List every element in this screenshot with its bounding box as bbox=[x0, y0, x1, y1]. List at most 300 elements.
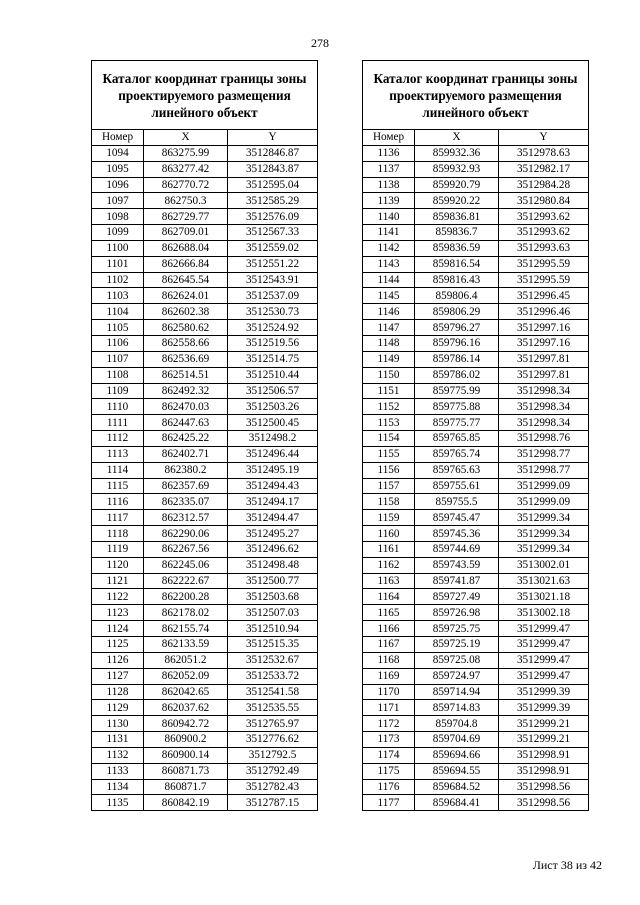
cell-y: 3512524.92 bbox=[228, 320, 318, 336]
table-row bbox=[92, 621, 318, 637]
cell-x: 859726.98 bbox=[415, 605, 499, 621]
table-row bbox=[363, 272, 589, 288]
cell-x: 862514.51 bbox=[144, 367, 228, 383]
cell-x: 862470.03 bbox=[144, 399, 228, 415]
cell-number: 1138 bbox=[363, 177, 415, 193]
cell-y: 3513021.63 bbox=[499, 573, 589, 589]
table-row bbox=[363, 494, 589, 510]
cell-x: 859743.59 bbox=[415, 557, 499, 573]
cell-x: 859796.16 bbox=[415, 335, 499, 351]
table-row bbox=[92, 573, 318, 589]
cell-x: 859727.49 bbox=[415, 589, 499, 605]
cell-number: 1116 bbox=[92, 494, 144, 510]
cell-y: 3512999.47 bbox=[499, 637, 589, 653]
cell-y: 3512503.68 bbox=[228, 589, 318, 605]
table-row bbox=[363, 462, 589, 478]
cell-y: 3512792.49 bbox=[228, 763, 318, 779]
cell-x: 862602.38 bbox=[144, 304, 228, 320]
table-row bbox=[363, 431, 589, 447]
table-row bbox=[92, 779, 318, 795]
cell-number: 1120 bbox=[92, 557, 144, 573]
table-row bbox=[363, 652, 589, 668]
cell-number: 1125 bbox=[92, 637, 144, 653]
cell-number: 1146 bbox=[363, 304, 415, 320]
cell-x: 862425.22 bbox=[144, 431, 228, 447]
cell-number: 1168 bbox=[363, 652, 415, 668]
cell-y: 3512998.34 bbox=[499, 399, 589, 415]
cell-y: 3512978.63 bbox=[499, 145, 589, 161]
table-row bbox=[363, 557, 589, 573]
cell-x: 860871.7 bbox=[144, 779, 228, 795]
page-number: 278 bbox=[311, 36, 329, 50]
cell-number: 1094 bbox=[92, 145, 144, 161]
cell-number: 1106 bbox=[92, 335, 144, 351]
cell-y: 3512495.19 bbox=[228, 462, 318, 478]
cell-y: 3512999.34 bbox=[499, 541, 589, 557]
table-row bbox=[92, 605, 318, 621]
cell-number: 1154 bbox=[363, 431, 415, 447]
table-row bbox=[363, 399, 589, 415]
cell-y: 3512787.15 bbox=[228, 795, 318, 811]
cell-y: 3512996.45 bbox=[499, 288, 589, 304]
table-row bbox=[92, 193, 318, 209]
cell-y: 3512532.67 bbox=[228, 652, 318, 668]
cell-y: 3513002.18 bbox=[499, 605, 589, 621]
column-header-x: X bbox=[415, 130, 499, 146]
table-row bbox=[363, 779, 589, 795]
cell-y: 3512595.04 bbox=[228, 177, 318, 193]
cell-y: 3512495.27 bbox=[228, 526, 318, 542]
cell-x: 859704.8 bbox=[415, 716, 499, 732]
column-header-y: Y bbox=[228, 130, 318, 146]
table-row bbox=[92, 431, 318, 447]
cell-x: 859755.61 bbox=[415, 478, 499, 494]
cell-number: 1175 bbox=[363, 763, 415, 779]
cell-x: 859755.5 bbox=[415, 494, 499, 510]
table-row bbox=[363, 763, 589, 779]
cell-number: 1135 bbox=[92, 795, 144, 811]
cell-number: 1110 bbox=[92, 399, 144, 415]
table-row bbox=[363, 383, 589, 399]
cell-number: 1129 bbox=[92, 700, 144, 716]
table-row bbox=[363, 478, 589, 494]
cell-x: 859745.36 bbox=[415, 526, 499, 542]
table-row bbox=[363, 367, 589, 383]
column-header-x: X bbox=[144, 130, 228, 146]
cell-x: 859765.63 bbox=[415, 462, 499, 478]
cell-x: 862536.69 bbox=[144, 351, 228, 367]
cell-y: 3512543.91 bbox=[228, 272, 318, 288]
catalog-title: Каталог координат границы зоны проектируемого размещения линейного объект bbox=[363, 61, 589, 130]
table-row bbox=[92, 177, 318, 193]
cell-x: 859724.97 bbox=[415, 668, 499, 684]
cell-y: 3512494.17 bbox=[228, 494, 318, 510]
cell-x: 862155.74 bbox=[144, 621, 228, 637]
table-row bbox=[363, 637, 589, 653]
cell-x: 862335.07 bbox=[144, 494, 228, 510]
table-row bbox=[92, 304, 318, 320]
cell-x: 862052.09 bbox=[144, 668, 228, 684]
table-row bbox=[363, 446, 589, 462]
cell-y: 3512843.87 bbox=[228, 161, 318, 177]
cell-number: 1132 bbox=[92, 747, 144, 763]
cell-x: 862580.62 bbox=[144, 320, 228, 336]
cell-number: 1096 bbox=[92, 177, 144, 193]
table-row bbox=[363, 621, 589, 637]
cell-x: 862357.69 bbox=[144, 478, 228, 494]
column-header-y: Y bbox=[499, 130, 589, 146]
cell-y: 3512998.77 bbox=[499, 446, 589, 462]
cell-y: 3512510.44 bbox=[228, 367, 318, 383]
cell-x: 862042.65 bbox=[144, 684, 228, 700]
cell-y: 3512995.59 bbox=[499, 256, 589, 272]
table-row bbox=[363, 573, 589, 589]
cell-y: 3512494.43 bbox=[228, 478, 318, 494]
cell-x: 860942.72 bbox=[144, 716, 228, 732]
cell-number: 1122 bbox=[92, 589, 144, 605]
table-row bbox=[92, 494, 318, 510]
cell-number: 1150 bbox=[363, 367, 415, 383]
cell-y: 3512514.75 bbox=[228, 351, 318, 367]
cell-y: 3512998.77 bbox=[499, 462, 589, 478]
cell-y: 3512993.62 bbox=[499, 225, 589, 241]
cell-y: 3512782.43 bbox=[228, 779, 318, 795]
cell-y: 3512765.97 bbox=[228, 716, 318, 732]
cell-number: 1102 bbox=[92, 272, 144, 288]
cell-y: 3512998.56 bbox=[499, 795, 589, 811]
table-row bbox=[92, 145, 318, 161]
cell-y: 3512999.21 bbox=[499, 716, 589, 732]
table-row bbox=[92, 700, 318, 716]
cell-y: 3512567.33 bbox=[228, 225, 318, 241]
cell-number: 1161 bbox=[363, 541, 415, 557]
cell-x: 859836.59 bbox=[415, 240, 499, 256]
cell-number: 1133 bbox=[92, 763, 144, 779]
table-row bbox=[363, 209, 589, 225]
cell-x: 859920.22 bbox=[415, 193, 499, 209]
cell-x: 860871.73 bbox=[144, 763, 228, 779]
cell-x: 860900.2 bbox=[144, 732, 228, 748]
cell-number: 1139 bbox=[363, 193, 415, 209]
cell-number: 1100 bbox=[92, 240, 144, 256]
cell-y: 3512496.62 bbox=[228, 541, 318, 557]
cell-x: 859765.85 bbox=[415, 431, 499, 447]
header-row bbox=[92, 130, 318, 146]
cell-y: 3512999.34 bbox=[499, 510, 589, 526]
cell-y: 3512998.56 bbox=[499, 779, 589, 795]
cell-x: 862729.77 bbox=[144, 209, 228, 225]
cell-number: 1114 bbox=[92, 462, 144, 478]
cell-number: 1172 bbox=[363, 716, 415, 732]
cell-y: 3512559.02 bbox=[228, 240, 318, 256]
table-row bbox=[363, 256, 589, 272]
cell-y: 3512999.47 bbox=[499, 621, 589, 637]
cell-x: 859725.08 bbox=[415, 652, 499, 668]
cell-x: 859786.02 bbox=[415, 367, 499, 383]
cell-number: 1162 bbox=[363, 557, 415, 573]
cell-x: 862267.56 bbox=[144, 541, 228, 557]
table-row bbox=[92, 446, 318, 462]
cell-number: 1099 bbox=[92, 225, 144, 241]
cell-number: 1131 bbox=[92, 732, 144, 748]
cell-x: 862133.59 bbox=[144, 637, 228, 653]
table-row bbox=[92, 272, 318, 288]
cell-x: 859796.27 bbox=[415, 320, 499, 336]
cell-number: 1151 bbox=[363, 383, 415, 399]
cell-x: 859806.29 bbox=[415, 304, 499, 320]
cell-x: 859932.36 bbox=[415, 145, 499, 161]
cell-y: 3512999.39 bbox=[499, 700, 589, 716]
table-row bbox=[363, 225, 589, 241]
cell-x: 863277.42 bbox=[144, 161, 228, 177]
table-row bbox=[92, 747, 318, 763]
cell-y: 3512999.47 bbox=[499, 652, 589, 668]
table-row bbox=[92, 795, 318, 811]
cell-number: 1173 bbox=[363, 732, 415, 748]
cell-y: 3512997.16 bbox=[499, 320, 589, 336]
cell-x: 859775.88 bbox=[415, 399, 499, 415]
cell-y: 3512537.09 bbox=[228, 288, 318, 304]
cell-number: 1123 bbox=[92, 605, 144, 621]
cell-x: 862312.57 bbox=[144, 510, 228, 526]
table-row bbox=[92, 335, 318, 351]
cell-y: 3512500.77 bbox=[228, 573, 318, 589]
cell-x: 859932.93 bbox=[415, 161, 499, 177]
header-row bbox=[363, 130, 589, 146]
table-row bbox=[363, 589, 589, 605]
cell-x: 862290.06 bbox=[144, 526, 228, 542]
table-row bbox=[92, 478, 318, 494]
cell-x: 859684.52 bbox=[415, 779, 499, 795]
cell-y: 3512993.63 bbox=[499, 240, 589, 256]
cell-number: 1176 bbox=[363, 779, 415, 795]
cell-number: 1095 bbox=[92, 161, 144, 177]
table-row bbox=[92, 462, 318, 478]
table-row bbox=[363, 510, 589, 526]
table-row bbox=[363, 240, 589, 256]
cell-x: 862645.54 bbox=[144, 272, 228, 288]
cell-number: 1170 bbox=[363, 684, 415, 700]
cell-y: 3512519.56 bbox=[228, 335, 318, 351]
cell-number: 1115 bbox=[92, 478, 144, 494]
cell-number: 1118 bbox=[92, 526, 144, 542]
table-row bbox=[363, 320, 589, 336]
cell-x: 862624.01 bbox=[144, 288, 228, 304]
cell-x: 862037.62 bbox=[144, 700, 228, 716]
cell-x: 859745.47 bbox=[415, 510, 499, 526]
cell-y: 3512996.46 bbox=[499, 304, 589, 320]
cell-y: 3512776.62 bbox=[228, 732, 318, 748]
cell-x: 862447.63 bbox=[144, 415, 228, 431]
cell-y: 3512980.84 bbox=[499, 193, 589, 209]
table-row bbox=[363, 541, 589, 557]
cell-number: 1128 bbox=[92, 684, 144, 700]
cell-number: 1156 bbox=[363, 462, 415, 478]
cell-y: 3512585.29 bbox=[228, 193, 318, 209]
cell-y: 3512995.59 bbox=[499, 272, 589, 288]
cell-number: 1159 bbox=[363, 510, 415, 526]
cell-y: 3512498.48 bbox=[228, 557, 318, 573]
table-row bbox=[363, 351, 589, 367]
cell-number: 1112 bbox=[92, 431, 144, 447]
table-row bbox=[92, 415, 318, 431]
cell-number: 1157 bbox=[363, 478, 415, 494]
cell-number: 1163 bbox=[363, 573, 415, 589]
cell-y: 3512993.62 bbox=[499, 209, 589, 225]
cell-x: 862558.66 bbox=[144, 335, 228, 351]
table-row bbox=[363, 415, 589, 431]
cell-number: 1136 bbox=[363, 145, 415, 161]
catalog-title: Каталог координат границы зоны проектируемого размещения линейного объект bbox=[92, 61, 318, 130]
cell-y: 3512999.21 bbox=[499, 732, 589, 748]
table-row bbox=[363, 161, 589, 177]
table-row bbox=[92, 716, 318, 732]
cell-y: 3512999.47 bbox=[499, 668, 589, 684]
cell-x: 863275.99 bbox=[144, 145, 228, 161]
table-row bbox=[92, 652, 318, 668]
cell-x: 862492.32 bbox=[144, 383, 228, 399]
cell-x: 859694.55 bbox=[415, 763, 499, 779]
cell-number: 1121 bbox=[92, 573, 144, 589]
cell-y: 3512997.81 bbox=[499, 367, 589, 383]
table-row bbox=[92, 367, 318, 383]
cell-number: 1169 bbox=[363, 668, 415, 684]
cell-number: 1140 bbox=[363, 209, 415, 225]
coordinate-catalog-left bbox=[91, 60, 318, 811]
table-row bbox=[92, 383, 318, 399]
cell-number: 1148 bbox=[363, 335, 415, 351]
cell-x: 859714.94 bbox=[415, 684, 499, 700]
cell-x: 862666.84 bbox=[144, 256, 228, 272]
sheet-number: Лист 38 из 42 bbox=[532, 858, 602, 872]
cell-y: 3512984.28 bbox=[499, 177, 589, 193]
cell-y: 3512999.09 bbox=[499, 478, 589, 494]
table-row bbox=[363, 668, 589, 684]
cell-number: 1101 bbox=[92, 256, 144, 272]
cell-number: 1164 bbox=[363, 589, 415, 605]
cell-y: 3512999.39 bbox=[499, 684, 589, 700]
cell-x: 859775.99 bbox=[415, 383, 499, 399]
cell-y: 3512535.55 bbox=[228, 700, 318, 716]
cell-number: 1113 bbox=[92, 446, 144, 462]
table-row bbox=[92, 541, 318, 557]
cell-x: 859836.81 bbox=[415, 209, 499, 225]
cell-number: 1109 bbox=[92, 383, 144, 399]
cell-y: 3513002.01 bbox=[499, 557, 589, 573]
cell-x: 862245.06 bbox=[144, 557, 228, 573]
cell-x: 859806.4 bbox=[415, 288, 499, 304]
cell-y: 3512998.91 bbox=[499, 763, 589, 779]
cell-number: 1153 bbox=[363, 415, 415, 431]
cell-number: 1097 bbox=[92, 193, 144, 209]
cell-y: 3512510.94 bbox=[228, 621, 318, 637]
cell-x: 862402.71 bbox=[144, 446, 228, 462]
table-row bbox=[92, 684, 318, 700]
cell-number: 1171 bbox=[363, 700, 415, 716]
cell-number: 1108 bbox=[92, 367, 144, 383]
table-body-left bbox=[92, 145, 318, 810]
cell-y: 3512846.87 bbox=[228, 145, 318, 161]
cell-number: 1160 bbox=[363, 526, 415, 542]
cell-number: 1098 bbox=[92, 209, 144, 225]
cell-x: 859725.19 bbox=[415, 637, 499, 653]
cell-x: 859836.7 bbox=[415, 225, 499, 241]
cell-number: 1155 bbox=[363, 446, 415, 462]
cell-x: 862688.04 bbox=[144, 240, 228, 256]
table-row bbox=[92, 320, 318, 336]
table-row bbox=[92, 161, 318, 177]
cell-y: 3512998.91 bbox=[499, 747, 589, 763]
cell-x: 859920.79 bbox=[415, 177, 499, 193]
table-row bbox=[363, 145, 589, 161]
cell-number: 1104 bbox=[92, 304, 144, 320]
table-row bbox=[92, 209, 318, 225]
table-row bbox=[92, 399, 318, 415]
cell-number: 1142 bbox=[363, 240, 415, 256]
cell-number: 1127 bbox=[92, 668, 144, 684]
table-row bbox=[363, 700, 589, 716]
cell-x: 862222.67 bbox=[144, 573, 228, 589]
cell-number: 1130 bbox=[92, 716, 144, 732]
coordinate-catalog-right bbox=[362, 60, 589, 811]
cell-y: 3512503.26 bbox=[228, 399, 318, 415]
cell-x: 859744.69 bbox=[415, 541, 499, 557]
cell-y: 3512496.44 bbox=[228, 446, 318, 462]
table-row bbox=[92, 510, 318, 526]
cell-y: 3512515.35 bbox=[228, 637, 318, 653]
cell-number: 1107 bbox=[92, 351, 144, 367]
cell-number: 1166 bbox=[363, 621, 415, 637]
cell-y: 3512997.81 bbox=[499, 351, 589, 367]
table-row bbox=[363, 747, 589, 763]
cell-number: 1137 bbox=[363, 161, 415, 177]
cell-x: 859816.54 bbox=[415, 256, 499, 272]
cell-y: 3512500.45 bbox=[228, 415, 318, 431]
cell-y: 3512997.16 bbox=[499, 335, 589, 351]
cell-x: 859786.14 bbox=[415, 351, 499, 367]
cell-number: 1165 bbox=[363, 605, 415, 621]
cell-y: 3512498.2 bbox=[228, 431, 318, 447]
table-row bbox=[92, 225, 318, 241]
table-row bbox=[92, 288, 318, 304]
cell-y: 3512998.34 bbox=[499, 415, 589, 431]
table-row bbox=[363, 732, 589, 748]
cell-y: 3512998.34 bbox=[499, 383, 589, 399]
cell-y: 3512507.03 bbox=[228, 605, 318, 621]
cell-y: 3512999.09 bbox=[499, 494, 589, 510]
table-row bbox=[92, 763, 318, 779]
cell-number: 1158 bbox=[363, 494, 415, 510]
cell-x: 859684.41 bbox=[415, 795, 499, 811]
cell-y: 3512494.47 bbox=[228, 510, 318, 526]
cell-number: 1126 bbox=[92, 652, 144, 668]
cell-number: 1152 bbox=[363, 399, 415, 415]
table-body-right bbox=[363, 145, 589, 810]
cell-x: 859741.87 bbox=[415, 573, 499, 589]
cell-x: 862200.28 bbox=[144, 589, 228, 605]
cell-number: 1167 bbox=[363, 637, 415, 653]
table-row bbox=[92, 732, 318, 748]
table-row bbox=[92, 637, 318, 653]
table-row bbox=[92, 526, 318, 542]
table-row bbox=[92, 557, 318, 573]
table-row bbox=[363, 304, 589, 320]
cell-number: 1149 bbox=[363, 351, 415, 367]
table-row bbox=[92, 589, 318, 605]
table-row bbox=[363, 288, 589, 304]
cell-x: 859816.43 bbox=[415, 272, 499, 288]
cell-x: 860842.19 bbox=[144, 795, 228, 811]
